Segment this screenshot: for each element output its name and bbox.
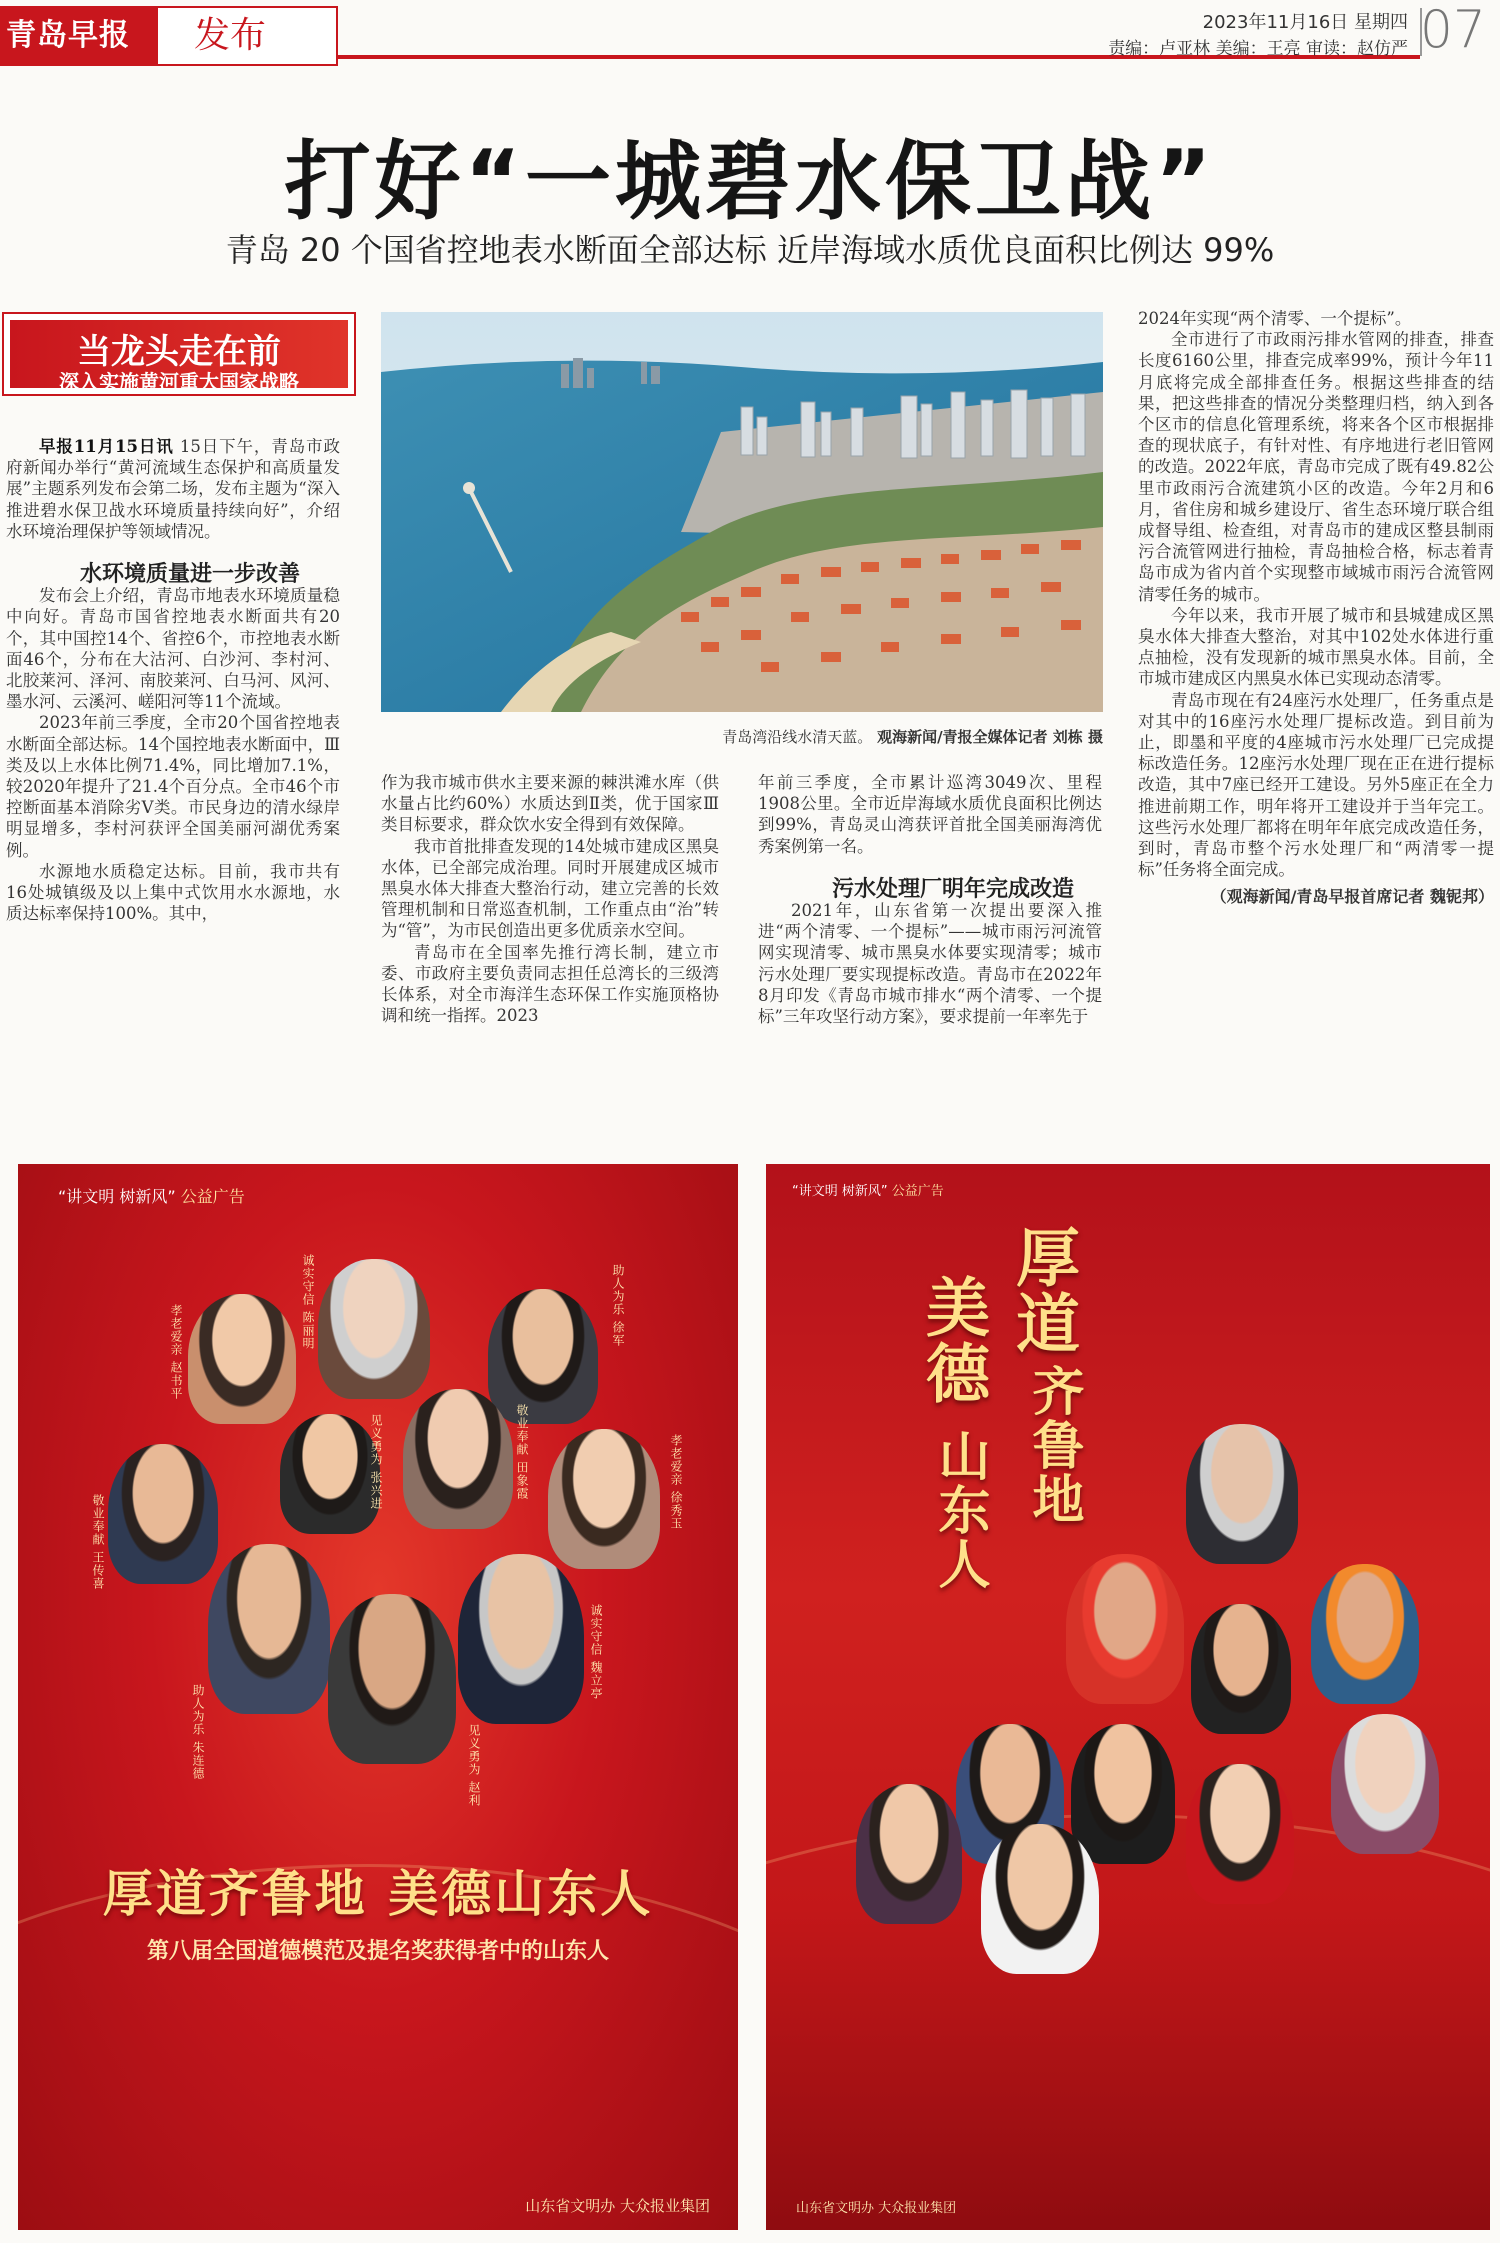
portrait-photo (458, 1554, 584, 1724)
psa-suffix: 公益广告 (891, 1184, 944, 1199)
portrait-photo (1331, 1714, 1439, 1854)
poster-organizer: 山东省文明办 大众报业集团 (796, 2201, 957, 2216)
figure-label: 敬业奉献 田象霞 (515, 1404, 529, 1500)
figure-label: 见义勇为 张兴进 (369, 1414, 383, 1510)
banner-subtitle: 深入实施黄河重大国家战略 (59, 370, 299, 394)
portrait-photo (318, 1259, 430, 1399)
figure-label: 见义勇为 赵利 (467, 1724, 481, 1807)
caption-text: 青岛湾沿线水清天蓝。 (722, 728, 873, 746)
paragraph: 水源地水质稳定达标。目前，我市共有16处城镇级及以上集中式饮用水水源地，水质达标率保持100%。其中， (6, 861, 340, 924)
portrait-photo (1191, 1604, 1291, 1734)
portrait-photo (1186, 1764, 1294, 1904)
paragraph: 青岛市在全国率先推行湾长制，建立市委、市政府主要负责同志担任总湾长的三级湾长体系，对全市海洋生态环保工作实施顶格协调和统一指挥。2023 (381, 942, 719, 1026)
paragraph: 青岛市现在有24座污水处理厂，任务重点是对其中的16座污水处理厂提标改造。到目前为止，即墨和平度的4座城市污水处理厂已完成提标改造任务。12座污水处理厂现在正在进行提标改造，其中7座已经开工建设。另外5座正在全力推进前期工作，明年将开工建设并于当年完工。这些污水处理厂都将在明年年底完成改造任务，到时，青岛市整个污水处理厂和“两清零一提标”任务将全面完成。 (1138, 690, 1494, 880)
portrait-photo (856, 1784, 962, 1924)
psa-suffix: 公益广告 (180, 1187, 245, 1206)
poster-virtue-shandong (766, 1164, 1490, 2230)
figure-label: 诚实守信 陈丽明 (301, 1254, 315, 1350)
banner-fill (10, 320, 348, 394)
section-heading-water-quality: 水环境质量进一步改善 (80, 562, 301, 588)
article-column-3 (758, 772, 1102, 1027)
article-byline: （观海新闻/青岛早报首席记者 魏铌邦） (1210, 887, 1494, 907)
portrait-photo (1071, 1724, 1175, 1864)
issue-date: 2023年11月16日 星期四 (1202, 12, 1408, 33)
psa-quote: “讲文明 树新风” (58, 1187, 176, 1206)
portrait-photo (280, 1414, 380, 1534)
banner-title: 当龙头走在前 (77, 332, 281, 372)
paragraph: 发布会上介绍，青岛市地表水环境质量稳中向好。青岛市国省控地表水断面共有20个，其中国控14个、省控6个，市控地表水断面46个，分布在大沽河、白沙河、李村河、北胶莱河、泽河、南胶莱河、白马河、风河、墨水河、云溪河、嵯阳河等11个流域。 (6, 586, 340, 712)
poster-title: 厚道齐鲁地 美德山东人 (102, 1864, 654, 1923)
portrait-photo (208, 1544, 330, 1714)
portrait-photo (981, 1824, 1099, 1974)
lead-paragraph (6, 436, 340, 542)
portrait-photo (328, 1594, 456, 1764)
paragraph: 2023年前三季度，全市20个国省控地表水断面全部达标。14个国控地表水断面中，Ⅲ类及以上水体比例71.4%，同比增加7.1%，较2020年提升了21.4个百分点。全市46个市控断面基本消除劣Ⅴ类。市民身边的清水绿岸明显增多，李村河获评全国美丽河湖优秀案例。 (6, 713, 340, 860)
column-banner (2, 312, 356, 396)
figure-label: 敬业奉献 王传喜 (91, 1494, 105, 1590)
portrait-photo (488, 1289, 598, 1424)
section-label[interactable]: 发布 (158, 6, 338, 66)
poster-subtitle: 第八届全国道德模范及提名奖获得者中的山东人 (146, 1938, 609, 1964)
coastline-photo (381, 312, 1103, 712)
paragraph: 作为我市城市供水主要来源的棘洪滩水库（供水量占比约60%）水质达到Ⅱ类，优于国家Ⅲ类目标要求，群众饮水安全得到有效保障。 (381, 773, 719, 835)
poster-title-meide: 美德 (915, 1274, 990, 1406)
psa-quote: “讲文明 树新风” (792, 1184, 888, 1199)
portrait-photo (403, 1389, 513, 1529)
article-column-4 (1138, 308, 1494, 908)
portrait-photo (1186, 1424, 1298, 1564)
masthead (0, 0, 1500, 74)
city-bay-illustration (381, 312, 1103, 712)
article-column-2 (381, 772, 719, 1026)
photo-caption (381, 726, 1103, 747)
dateline: 早报11月15日讯 (39, 437, 174, 456)
editors-credit: 责编：卢亚林 美编：王亮 审读：赵仿严 (1108, 39, 1408, 59)
portrait-photo (548, 1429, 660, 1569)
portrait-photo (188, 1294, 296, 1424)
poster-title-houdao: 厚道 (1005, 1224, 1080, 1356)
headline: 打好“一城碧水保卫战” (284, 132, 1216, 232)
figure-label: 孝老爱亲 赵书平 (169, 1304, 183, 1400)
paragraph: 我市首批排查发现的14处城市建成区黑臭水体，已全部完成治理。同时开展建成区城市黑臭水体大排查大整治行动，建立完善的长效管理机制和日常巡查机制，工作重点由“治”转为“管”，为市民创造出更多优质亲水空间。 (381, 836, 719, 941)
portrait-photo (1311, 1564, 1419, 1704)
portrait-photo (108, 1444, 218, 1584)
paragraph: 今年以来，我市开展了城市和县城建成区黑臭水体大排查大整治，对其中102处水体进行重点抽检，没有发现新的城市黑臭水体。目前，全市城市建成区内黑臭水体已实现动态清零。 (1138, 605, 1494, 689)
paragraph: 2021年，山东省第一次提出要深入推进“两个清零、一个提标”——城市雨污河流管网实现清零、城市黑臭水体要实现清零；城市污水处理厂要实现提标改造。青岛市在2022年8月印发《青岛市城市排水“两个清零、一个提标”三年攻坚行动方案》，要求提前一年率先于 (758, 901, 1102, 1027)
paragraph: 年前三季度，全市累计巡湾3049次、里程1908公里。全市近岸海域水质优良面积比例达到99%，青岛灵山湾获评首批全国美丽海湾优秀案例第一名。 (758, 773, 1102, 856)
paragraph: 2024年实现“两个清零、一个提标”。 (1138, 309, 1412, 328)
paper-logo[interactable]: 青岛早报 (0, 6, 158, 66)
page-number: 07 (1419, 0, 1486, 60)
figure-label: 助人为乐 徐军 (611, 1264, 625, 1347)
figure-label: 孝老爱亲 徐秀玉 (669, 1434, 683, 1530)
article-column-1 (6, 436, 340, 924)
poster-title-qiludi: 齐鲁地 (1023, 1364, 1084, 1526)
paragraph: 全市进行了市政雨污排水管网的排查，排查长度6160公里，排查完成率99%，预计今年11月底将完成全部排查任务。根据这些排查的结果，把这些排查的情况分类整理归档，纳入到各个区市的信息化管理系统，将来各个区市根据排查的现状底子，有针对性、有序地进行老旧管网的改造。2022年底，青岛市完成了既有49.82公里市政雨污合流建筑小区的改造。今年2月和6月，省住房和城乡建设厅、省生态环境厅联合组成督导组、检查组，对青岛市的建成区整县制雨污合流管网进行抽检，青岛抽检合格，标志着青岛市成为省内首个实现整市域城市雨污合流管网清零任务的城市。 (1138, 330, 1494, 604)
poster-organizer: 山东省文明办 大众报业集团 (525, 2197, 710, 2215)
section-heading-sewage-plants: 污水处理厂明年完成改造 (832, 876, 1075, 902)
subheadline: 青岛 20 个国省控地表水断面全部达标 近岸海域水质优良面积比例达 99% (225, 231, 1275, 269)
poster-title-shandongren: 山东人 (929, 1429, 990, 1591)
poster-moral-models (18, 1164, 738, 2230)
lead-text: 15日下午，青岛市政府新闻办举行“黄河流域生态保护和高质量发展”主题系列发布会第二场，发布主题为“深入推进碧水保卫战水环境质量持续向好”，介绍水环境治理保护等领域情况。 (6, 437, 340, 541)
portrait-photo (1066, 1554, 1184, 1704)
photo-credit: 观海新闻/青报全媒体记者 刘栋 摄 (877, 728, 1103, 746)
psa-label (58, 1184, 245, 1207)
psa-label (792, 1180, 944, 1199)
figure-label: 诚实守信 魏立亭 (589, 1604, 603, 1700)
figure-label: 助人为乐 朱连德 (191, 1684, 205, 1780)
